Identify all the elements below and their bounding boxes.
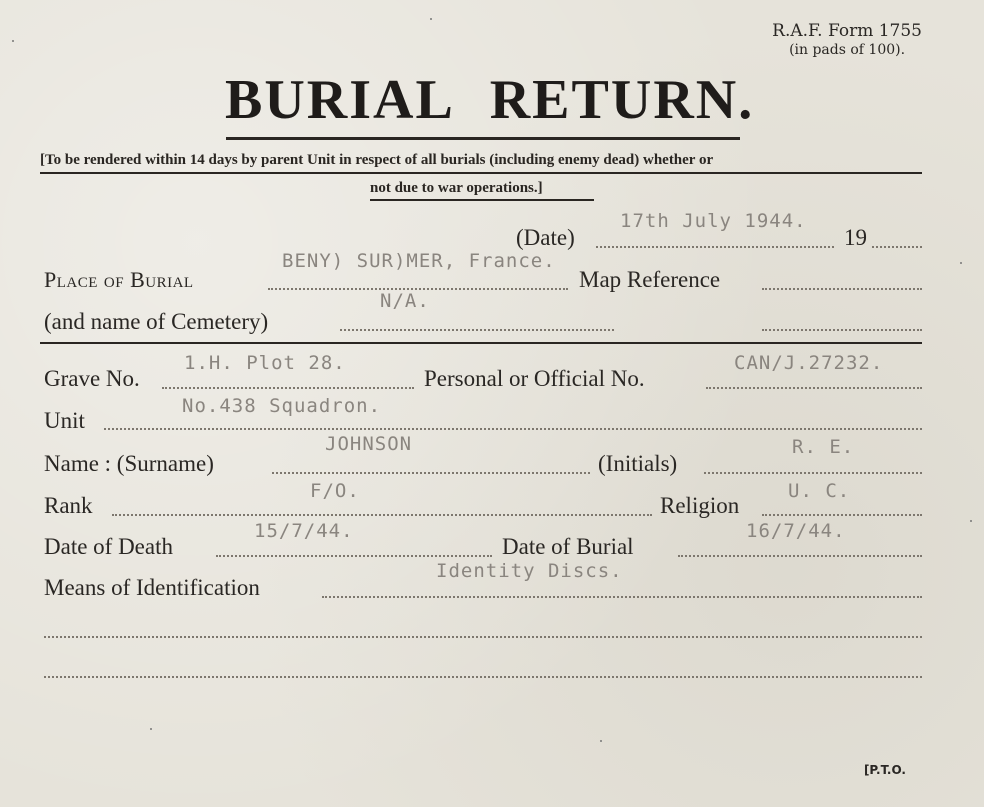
paper-speck [430, 18, 432, 20]
unit-label: Unit [44, 408, 85, 433]
instruction-line-2: not due to war operations.] [370, 180, 543, 196]
rank-label: Rank [44, 493, 93, 518]
instruction-underline-1 [40, 172, 922, 174]
date-of-death-line [216, 555, 492, 557]
personal-no-line [706, 387, 922, 389]
cemetery-label: (and name of Cemetery) [44, 309, 269, 334]
date-value: 17th July 1944. [620, 210, 807, 232]
form-number-block [772, 22, 922, 60]
unit-line [104, 428, 922, 430]
grave-no-label: Grave No. [44, 366, 140, 391]
date-of-death-label: Date of Death [44, 534, 173, 559]
religion-line [762, 514, 922, 516]
place-of-burial-value: BENY) SUR)MER, France. [282, 250, 556, 272]
rank-value: F/O. [310, 480, 360, 502]
map-reference-line [762, 288, 922, 290]
form-number: R.A.F. Form 1755 [772, 21, 922, 41]
year-prefix: 19 [844, 225, 867, 250]
religion-label: Religion [660, 493, 740, 518]
year-dotted-line [872, 246, 922, 248]
surname-value: JOHNSON [325, 433, 413, 455]
date-of-death-value: 15/7/44. [254, 520, 354, 542]
pto-text: P.T.O. [869, 763, 906, 777]
surname-label: Name : (Surname) [44, 451, 214, 476]
pads-note: (in pads of 100). [789, 42, 906, 58]
page-title: BURIAL RETURN. [225, 69, 755, 131]
extra-line-1 [44, 636, 922, 638]
initials-line [704, 472, 922, 474]
paper-speck [150, 728, 152, 730]
initials-label: (Initials) [598, 451, 678, 476]
title-underline [226, 137, 740, 140]
paper-speck [960, 262, 962, 264]
unit-value: No.438 Squadron. [182, 395, 382, 417]
map-reference-label: Map Reference [579, 267, 721, 292]
section-divider [40, 342, 922, 344]
personal-no-value: CAN/J.27232. [734, 352, 884, 374]
instruction-underline-2 [370, 199, 594, 201]
personal-no-label: Personal or Official No. [424, 366, 645, 391]
identification-label: Means of Identification [44, 575, 260, 600]
paper-speck [970, 520, 972, 522]
place-of-burial-label: Place of Burial [44, 267, 194, 292]
extra-line-2 [44, 676, 922, 678]
initials-value: R. E. [792, 436, 855, 458]
date-label: (Date) [516, 225, 575, 250]
instruction-line-1: [To be rendered within 14 days by parent Unit in respect of all burials (including enemy dead) whether or [40, 152, 714, 168]
cemetery-line [340, 329, 614, 331]
religion-value: U. C. [788, 480, 851, 502]
date-of-burial-line [678, 555, 922, 557]
grave-no-value: 1.H. Plot 28. [184, 352, 346, 374]
paper-speck [600, 740, 602, 742]
grave-no-line [162, 387, 414, 389]
paper-speck [12, 40, 14, 42]
identification-value: Identity Discs. [436, 560, 623, 582]
rank-line [112, 514, 652, 516]
pto-marker [864, 763, 906, 777]
cemetery-value: N/A. [380, 290, 430, 312]
date-of-burial-label: Date of Burial [502, 534, 634, 559]
map-reference-line-2 [762, 329, 922, 331]
surname-line [272, 472, 590, 474]
identification-line [322, 596, 922, 598]
date-of-burial-value: 16/7/44. [746, 520, 846, 542]
date-dotted-line [596, 246, 834, 248]
pto-bracket: [ [863, 763, 870, 777]
